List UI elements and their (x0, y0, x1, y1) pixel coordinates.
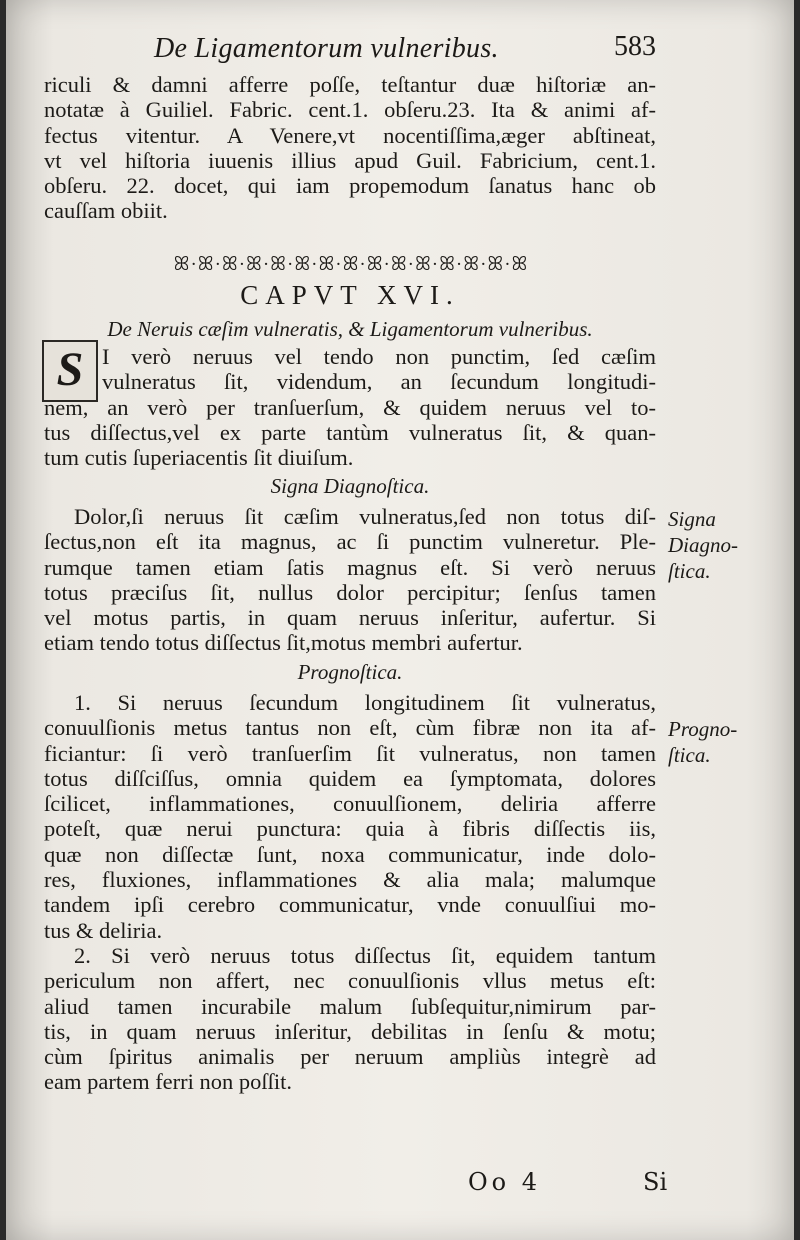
margin-line: ſtica. (668, 559, 711, 583)
text-line: totus diſſciſſus, omnia quidem ea ſymptomata, dolores (44, 765, 656, 791)
text-line: 1. Si neruus ſecundum longitudinem ſit vulneratus, (74, 690, 656, 715)
text-line: vulneratus ſit, videndum, an ſecundum longitudi- (102, 369, 656, 395)
section-heading-diagnostica: Signa Diagnoſtica. (270, 474, 430, 498)
text-line: vel motus partis, in quam neruus inſeritur, aufertur. Si (44, 605, 656, 631)
text-line: aliud tamen incurabile malum ſubſequitur,nimirum par- (44, 993, 656, 1019)
chapter-title: CAPVT XVI. (240, 280, 460, 310)
text-line: ſectus,non eſt ita magnus, ac ſi punctim vulneretur. Ple- (44, 529, 656, 555)
top-paragraph (44, 72, 656, 224)
text-line: I verò neruus vel tendo non punctim, ſed cæſim (102, 344, 656, 369)
running-title: De Ligamentorum vulneribus. (154, 33, 499, 64)
text-line: vt vel hiſtoria iuuenis illius apud Guil. Fabricium, cent.1. (44, 147, 656, 173)
text-line: tum cutis ſuperiacentis ſit diuiſum. (44, 445, 354, 471)
text-line: eam partem ferri non poſſit. (44, 1069, 293, 1095)
diagnostica-paragraph (44, 504, 656, 656)
text-line: res, fluxiones, inflammationes & alia mala; malumque (44, 867, 656, 893)
margin-note-prognostica (668, 716, 737, 768)
margin-line: Diagno- (668, 533, 738, 557)
text-line: notatæ à Guiliel. Fabric. cent.1. obſeru.23. Ita & animi af- (44, 97, 656, 123)
text-line: ſcilicet, inflammationes, conuulſionem, deliria afferre (44, 791, 656, 817)
chapter-subtitle: De Neruis cæſim vulneratis, & Ligamentorum vulneribus. (107, 317, 593, 341)
text-line: rumque tamen etiam ſatis magnus eſt. Si verò neruus (44, 554, 656, 580)
decorated-initial: S (42, 340, 98, 402)
page-number: 583 (614, 31, 656, 62)
text-line: tus diſſectus,vel ex parte tantùm vulneratus ſit, & quan- (44, 419, 656, 445)
text-line: 2. Si verò neruus totus diſſectus ſit, equidem tantum (74, 942, 656, 968)
text-line: tandem ipſi cerebro communicatur, vnde conuulſiui mo- (44, 892, 656, 918)
text-line: totus præciſus ſit, nullus dolor percipitur; ſenſus tamen (44, 579, 656, 605)
text-line: conuulſionis metus tantus non eſt, cùm fibræ non ita af- (44, 715, 656, 741)
text-line: periculum non affert, nec conuulſionis vllus metus eſt: (44, 968, 656, 994)
margin-note-diagnostica (668, 506, 738, 584)
text-line: fectus vitentur. A Venere,vt nocentiſſima,æger abſtineat, (44, 122, 656, 148)
prognostica-paragraph (44, 690, 656, 1095)
catchword: Si (643, 1168, 668, 1196)
text-line: cùm ſpiritus animalis per neruum ampliùs integrè ad (44, 1044, 656, 1070)
text-line: riculi & damni afferre poſſe, teſtantur duæ hiſtoriæ an- (44, 72, 656, 97)
section-heading-prognostica: Prognoſtica. (297, 660, 403, 684)
text-line: obſeru. 22. docet, qui iam propemodum ſanatus hanc ob (44, 173, 656, 199)
text-line: cauſſam obiit. (44, 198, 168, 224)
text-line: tus & deliria. (44, 917, 163, 943)
text-line: tis, in quam neruus inſeritur, debilitas in ſenſu & motu; (44, 1018, 656, 1044)
text-line: etiam tendo totus diſſectus ſit,motus membri aufertur. (44, 630, 523, 656)
text-line: nem, an verò per tranſuerſum, & quidem neruus vel to- (44, 394, 656, 420)
page-header (44, 30, 656, 70)
text-line: poteſt, quæ nerui punctura: quia à fibris diſſectis iis, (44, 816, 656, 842)
margin-line: ſtica. (668, 743, 711, 767)
margin-line: Signa (668, 507, 716, 531)
intro-paragraph (44, 344, 656, 470)
page-footer (6, 1168, 800, 1198)
text-line: ficiantur: ſi verò tranſuerſim ſit vulneratus, non tamen (44, 740, 656, 766)
printers-ornament: ꕤ·ꕤ·ꕤ·ꕤ·ꕤ·ꕤ·ꕤ·ꕤ·ꕤ·ꕤ·ꕤ·ꕤ·ꕤ·ꕤ·ꕤ (173, 254, 529, 275)
text-line: quæ non diſſectæ ſunt, noxa communicatur, inde dolo- (44, 841, 656, 867)
text-line: Dolor,ſi neruus ſit cæſim vulneratus,ſed non totus diſ- (74, 504, 656, 529)
signature-mark: Oo 4 (468, 1168, 542, 1196)
margin-line: Progno- (668, 717, 738, 741)
book-page (6, 0, 794, 1240)
